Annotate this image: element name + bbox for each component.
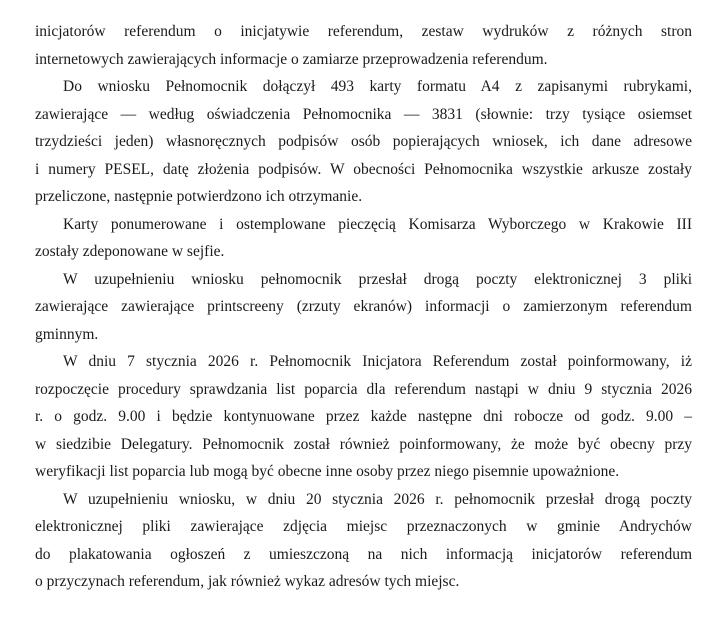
text-line: gminnym. [35, 325, 99, 343]
text-line: weryfikacji list poparcia lub mogą być obecne inne osoby przez niego pisemnie upoważnione. [35, 463, 620, 480]
text-line: zostały zdeponowane w sejfie. [35, 243, 225, 260]
text-line: W dniu 7 stycznia 2026 r. Pełnomocnik Inicjatora Referendum został poinformowany, iż [63, 353, 692, 370]
text-line: trzydzieści jeden) własnoręcznych podpisów osób popierających wniosek, ich dane adresowe [35, 133, 692, 150]
text-line: Karty ponumerowane i ostemplowane pieczęcią Komisarza Wyborczego w Krakowie III [63, 215, 692, 233]
text-line: inicjatorów referendum o inicjatywie referendum, zestaw wydruków z różnych stron [35, 23, 692, 40]
text-line: w siedzibie Delegatury. Pełnomocnik został również poinformowany, że może być obecny przy [35, 435, 692, 453]
text-line: zawierające zawierające printscreeny (zrzuty ekranów) informacji o zamierzonym referendum [35, 298, 692, 315]
text-line: W uzupełnieniu wniosku, w dniu 20 stycznia 2026 r. pełnomocnik przesłał drogą poczty [63, 490, 692, 508]
text-line: Do wniosku Pełnomocnik dołączył 493 karty formatu A4 z zapisanymi rubrykami, [63, 78, 692, 95]
text-line: internetowych zawierających informacje o zamiarze przeprowadzenia referendum. [35, 50, 548, 68]
text-line: przeliczone, następnie potwierdzono ich otrzymanie. [35, 188, 363, 205]
text-line: W uzupełnieniu wniosku pełnomocnik przesłał drogą poczty elektronicznej 3 pliki [63, 270, 692, 288]
text-line: o przyczynach referendum, jak również wykaz adresów tych miejsc. [35, 573, 460, 590]
text-line: i numery PESEL, datę złożenia podpisów. W obecności Pełnomocnika wszystkie arkusze zostały [35, 160, 692, 178]
text-line: elektronicznej pliki zawierające zdjęcia miejsc przeznaczonych w gminie Andrychów [35, 518, 692, 535]
document-text-block [35, 18, 692, 596]
text-line: do plakatowania ogłoszeń z umieszczoną na nich informacją inicjatorów referendum [35, 545, 692, 563]
text-line: rozpoczęcie procedury sprawdzania list poparcia dla referendum nastąpi w dniu 9 stycznia 2026 [35, 380, 692, 398]
text-line: r. o godz. 9.00 i będzie kontynuowane przez każde następne dni robocze od godz. 9.00 – [35, 408, 692, 425]
text-line: zawierające — według oświadczenia Pełnomocnika — 3831 (słownie: trzy tysiące osiemset [35, 105, 692, 123]
